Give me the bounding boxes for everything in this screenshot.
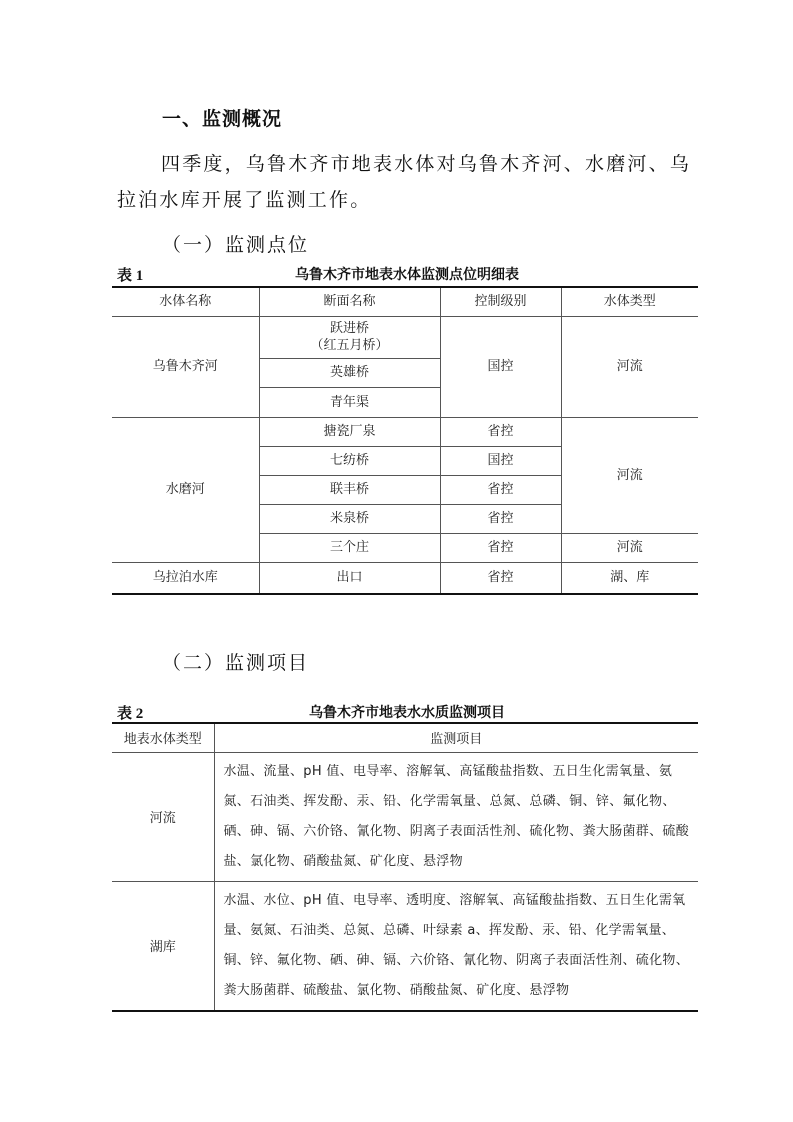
section-name-cell: 三个庄 — [259, 533, 440, 562]
table-row — [112, 417, 698, 446]
section-name-cell: 米泉桥 — [259, 504, 440, 533]
section-name-cell: 英雄桥 — [259, 358, 440, 387]
table1-header-cell: 控制级别 — [440, 287, 561, 316]
water-body-cell: 乌鲁木齐河 — [112, 316, 259, 417]
monitoring-items-cell: 水温、水位、pH 值、电导率、透明度、溶解氧、高锰酸盐指数、五日生化需氧量、氨氮、石油类、总氮、总磷、叶绿素 a、挥发酚、汞、铅、化学需氧量、铜、锌、氟化物、硒、砷、镉、六价铬、氰化物、阴离子表面活性剂、硫化物、粪大肠菌群、硫酸盐、氯化物、硝酸盐氮、矿化度、悬浮物 — [214, 881, 698, 1011]
water-type-cell: 湖、库 — [561, 562, 698, 594]
water-type-cell: 河流 — [112, 752, 214, 881]
water-type-cell: 河流 — [561, 316, 698, 417]
table2-title: 乌鲁木齐市地表水水质监测项目 — [309, 705, 505, 721]
section-heading: 一、监测概况 — [162, 108, 283, 130]
control-level-cell: 国控 — [440, 316, 561, 417]
table-row — [112, 316, 698, 358]
table2-header-row — [112, 723, 698, 752]
section-name-cell: 青年渠 — [259, 387, 440, 417]
subsection-monitoring-items: （二）监测项目 — [162, 652, 310, 674]
intro-paragraph — [117, 146, 697, 218]
water-type-cell: 河流 — [561, 533, 698, 562]
table1-header-cell: 水体类型 — [561, 287, 698, 316]
control-level-cell: 省控 — [440, 562, 561, 594]
table1-header-cell: 断面名称 — [259, 287, 440, 316]
control-level-cell: 省控 — [440, 417, 561, 446]
water-body-cell: 乌拉泊水库 — [112, 562, 259, 594]
monitoring-sites-table — [112, 286, 698, 595]
table2-header-cell: 监测项目 — [214, 723, 698, 752]
table-row — [112, 752, 698, 881]
control-level-cell: 省控 — [440, 475, 561, 504]
section-name-cell: 出口 — [259, 562, 440, 594]
control-level-cell: 省控 — [440, 504, 561, 533]
monitoring-items-table — [112, 722, 698, 1012]
table1-caption — [117, 264, 697, 284]
water-type-cell: 湖库 — [112, 881, 214, 1011]
control-level-cell: 省控 — [440, 533, 561, 562]
section-name-cell — [259, 316, 440, 358]
table1-label: 表 1 — [117, 268, 144, 284]
section-name-cell: 七纺桥 — [259, 446, 440, 475]
intro-paragraph-text: 四季度，乌鲁木齐市地表水体对乌鲁木齐河、水磨河、乌拉泊水库开展了监测工作。 — [117, 153, 692, 211]
water-body-cell: 水磨河 — [112, 417, 259, 562]
water-type-cell: 河流 — [561, 417, 698, 533]
section-name-cell: 联丰桥 — [259, 475, 440, 504]
subsection-monitoring-sites: （一）监测点位 — [162, 234, 310, 256]
section-name-cell: 搪瓷厂泉 — [259, 417, 440, 446]
table2-label: 表 2 — [117, 706, 144, 722]
table-row — [112, 881, 698, 1011]
table-row — [112, 562, 698, 594]
table2-caption — [117, 702, 697, 722]
control-level-cell: 国控 — [440, 446, 561, 475]
table1-header-cell: 水体名称 — [112, 287, 259, 316]
monitoring-items-cell: 水温、流量、pH 值、电导率、溶解氧、高锰酸盐指数、五日生化需氧量、氨氮、石油类、挥发酚、汞、铅、化学需氧量、总氮、总磷、铜、锌、氟化物、硒、砷、镉、六价铬、氰化物、阴离子表面活性剂、硫化物、粪大肠菌群、硫酸盐、氯化物、硝酸盐氮、矿化度、悬浮物 — [214, 752, 698, 881]
table2-header-cell: 地表水体类型 — [112, 723, 214, 752]
table1-header-row — [112, 287, 698, 316]
section-name: 跃进桥 — [329, 321, 369, 336]
table1-title: 乌鲁木齐市地表水体监测点位明细表 — [295, 267, 519, 283]
section-name-alias: （红五月桥） — [310, 338, 389, 353]
